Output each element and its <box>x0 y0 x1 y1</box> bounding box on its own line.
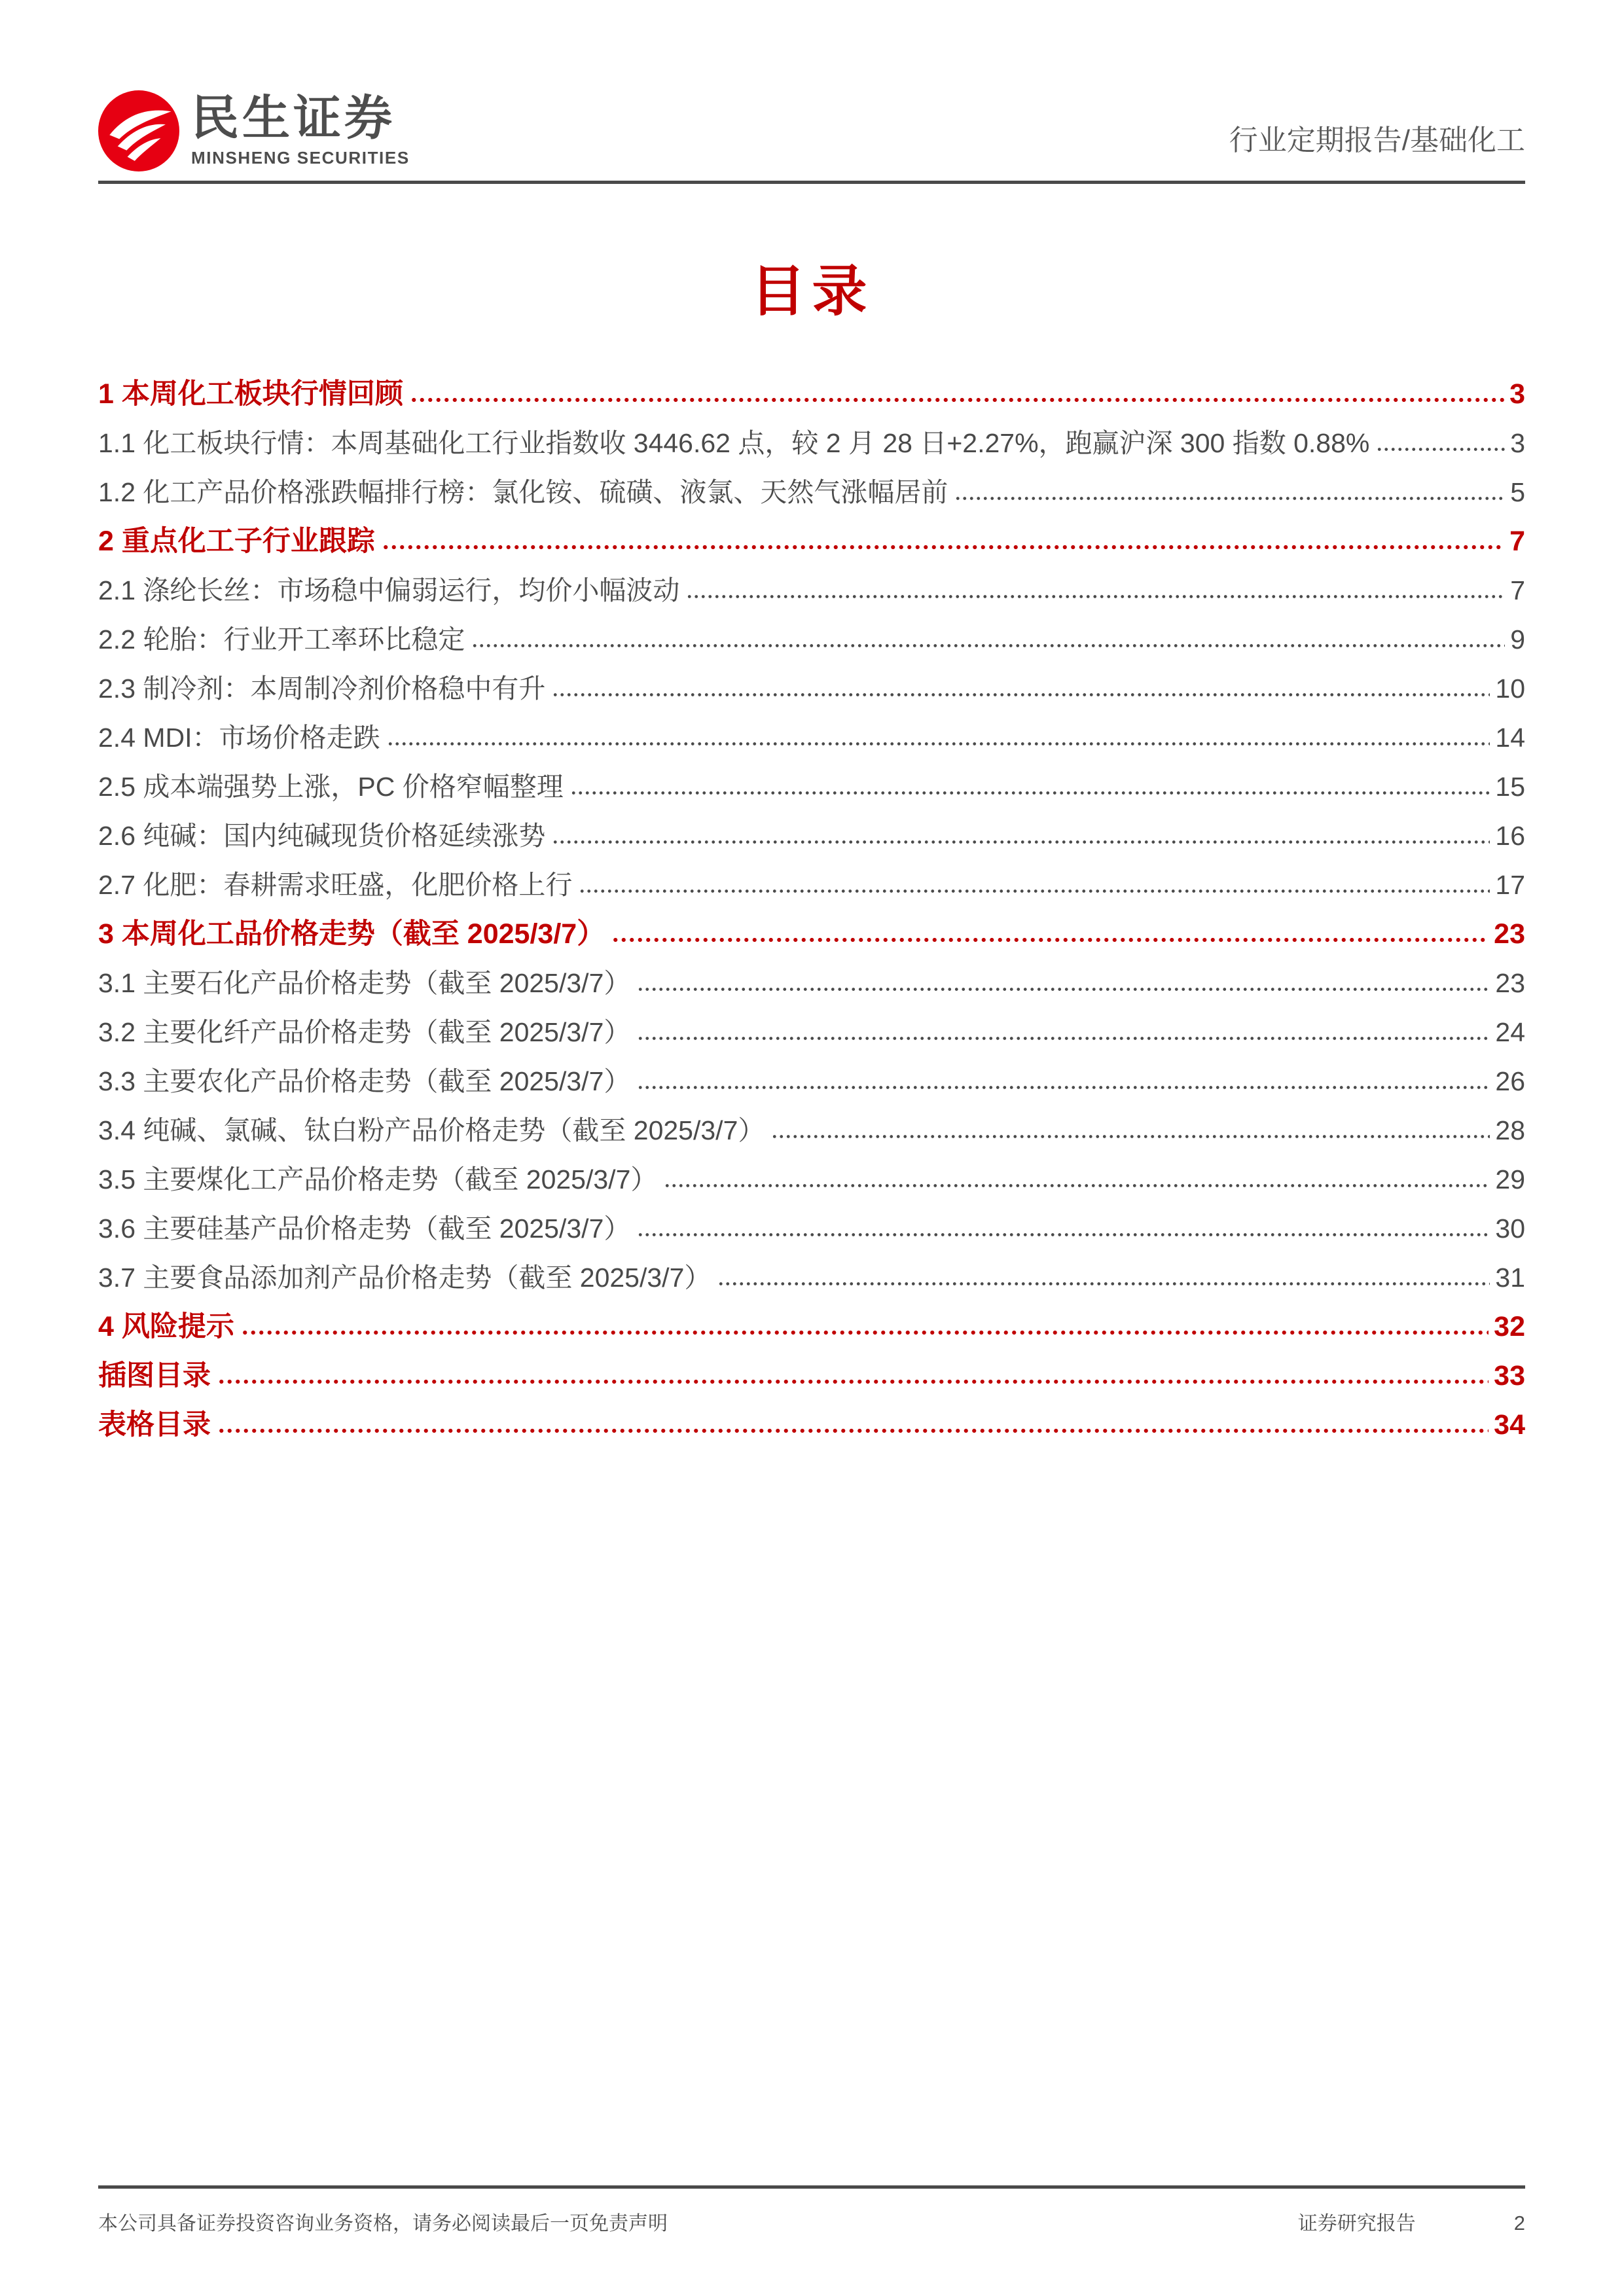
toc-entry-label: 3.1 主要石化产品价格走势（截至 2025/3/7） <box>98 968 631 998</box>
toc-entry-page-number: 17 <box>1495 870 1525 900</box>
toc-entry-page-number: 26 <box>1495 1066 1525 1096</box>
toc-dot-leader <box>382 545 1504 550</box>
toc-entry[interactable] <box>98 812 1525 861</box>
toc-entry[interactable] <box>98 1155 1525 1204</box>
toc-dot-leader <box>552 840 1490 845</box>
footer-row <box>98 2207 1525 2236</box>
toc-dot-leader <box>637 988 1490 992</box>
toc-entry-label: 1.2 化工产品价格涨跌幅排行榜：氯化铵、硫磺、液氯、天然气涨幅居前 <box>98 477 948 507</box>
toc-entry-page-number: 7 <box>1510 575 1525 605</box>
toc-entry-label: 3.5 主要煤化工产品价格走势（截至 2025/3/7） <box>98 1164 658 1194</box>
toc-entry-label: 1.1 化工板块行情：本周基础化工行业指数收 3446.62 点，较 2 月 28 日+2.27%，跑赢沪深 300 指数 0.88% <box>98 428 1370 458</box>
minsheng-logo-icon <box>98 90 179 171</box>
toc-entry-label: 2.5 成本端强势上涨，PC 价格窄幅整理 <box>98 772 564 802</box>
toc-entry[interactable] <box>98 1253 1525 1302</box>
toc-entry-label: 3.6 主要硅基产品价格走势（截至 2025/3/7） <box>98 1213 631 1244</box>
toc-entry-label: 2.4 MDI：市场价格走跌 <box>98 723 380 753</box>
toc-dot-leader <box>637 1037 1490 1041</box>
toc-entry[interactable] <box>98 713 1525 762</box>
toc-entry-page-number: 23 <box>1494 918 1525 950</box>
report-header <box>98 0 1525 171</box>
toc-entry-page-number: 24 <box>1495 1017 1525 1047</box>
toc-entry-page-number: 28 <box>1495 1115 1525 1145</box>
toc-entry-page-number: 31 <box>1495 1263 1525 1293</box>
toc-dot-leader <box>1376 448 1505 452</box>
footer-right-group <box>1298 2207 1525 2236</box>
toc-entry[interactable] <box>98 419 1525 468</box>
toc-entry-page-number: 30 <box>1495 1213 1525 1244</box>
toc-entry-label: 2.1 涤纶长丝：市场稳中偏弱运行，均价小幅波动 <box>98 575 680 605</box>
toc-entry-label: 3.2 主要化纤产品价格走势（截至 2025/3/7） <box>98 1017 631 1047</box>
toc-entry-label: 2.6 纯碱：国内纯碱现货价格延续涨势 <box>98 821 546 851</box>
toc-dot-leader <box>241 1331 1489 1336</box>
toc-entry-label: 2.7 化肥：春耕需求旺盛，化肥价格上行 <box>98 870 573 900</box>
toc-entry-page-number: 9 <box>1510 624 1525 655</box>
toc-entry-page-number: 32 <box>1494 1311 1525 1342</box>
toc-entry-label: 3.7 主要食品添加剂产品价格走势（截至 2025/3/7） <box>98 1263 712 1293</box>
toc-entry-page-number: 7 <box>1509 526 1525 557</box>
toc-entry[interactable] <box>98 1352 1525 1401</box>
toc-entry-page-number: 23 <box>1495 968 1525 998</box>
toc-entry[interactable] <box>98 468 1525 517</box>
toc-entry-label: 2 重点化工子行业跟踪 <box>98 526 375 557</box>
toc-entry-page-number: 33 <box>1494 1360 1525 1391</box>
toc-entry-label: 3.4 纯碱、氯碱、钛白粉产品价格走势（截至 2025/3/7） <box>98 1115 765 1145</box>
report-footer <box>98 2185 1525 2236</box>
toc-dot-leader <box>387 742 1490 747</box>
toc-entry[interactable] <box>98 1401 1525 1450</box>
toc-dot-leader <box>217 1429 1489 1434</box>
toc-dot-leader <box>954 497 1505 501</box>
toc-entry-label: 2.2 轮胎：行业开工率环比稳定 <box>98 624 465 655</box>
toc-entry-label: 插图目录 <box>98 1360 211 1391</box>
toc-entry-page-number: 15 <box>1495 772 1525 802</box>
toc-entry-label: 1 本周化工板块行情回顾 <box>98 378 403 410</box>
toc-entry[interactable] <box>98 959 1525 1008</box>
toc-entry-label: 4 风险提示 <box>98 1311 234 1342</box>
toc-entry-label: 2.3 制冷剂：本周制冷剂价格稳中有升 <box>98 673 546 704</box>
toc-entry-page-number: 29 <box>1495 1164 1525 1194</box>
toc-entry[interactable] <box>98 517 1525 566</box>
header-divider <box>98 181 1525 184</box>
toc-entry-label: 表格目录 <box>98 1409 211 1441</box>
toc-dot-leader <box>217 1380 1489 1385</box>
toc-entry[interactable] <box>98 1106 1525 1155</box>
logo-company-name-en: MINSHENG SECURITIES <box>191 147 410 168</box>
toc-entry-label: 3 本周化工品价格走势（截至 2025/3/7） <box>98 918 605 950</box>
toc-dot-leader <box>637 1086 1490 1090</box>
toc-dot-leader <box>579 889 1490 894</box>
company-logo <box>98 90 410 171</box>
toc-entry[interactable] <box>98 370 1525 419</box>
table-of-contents <box>98 370 1525 1450</box>
toc-entry-page-number: 14 <box>1495 723 1525 753</box>
toc-entry[interactable] <box>98 1302 1525 1352</box>
report-type-label: 行业定期报告/基础化工 <box>1229 124 1525 156</box>
toc-dot-leader <box>570 791 1490 796</box>
toc-entry-page-number: 10 <box>1495 673 1525 704</box>
toc-entry-page-number: 3 <box>1510 428 1525 458</box>
toc-dot-leader <box>552 693 1490 698</box>
toc-dot-leader <box>771 1135 1490 1139</box>
logo-company-name: 民生证券 <box>191 91 395 145</box>
toc-entry-page-number: 3 <box>1509 378 1525 410</box>
toc-entry[interactable] <box>98 566 1525 615</box>
logo-text <box>191 91 410 168</box>
toc-entry-page-number: 5 <box>1510 477 1525 507</box>
toc-entry[interactable] <box>98 910 1525 959</box>
toc-entry[interactable] <box>98 1057 1525 1106</box>
toc-entry[interactable] <box>98 615 1525 664</box>
footer-divider <box>98 2185 1525 2189</box>
footer-report-label: 证券研究报告 <box>1297 2213 1416 2234</box>
toc-entry-page-number: 16 <box>1495 821 1525 851</box>
footer-disclaimer: 本公司具备证券投资咨询业务资格，请务必阅读最后一页免责声明 <box>98 2213 668 2234</box>
toc-entry[interactable] <box>98 861 1525 910</box>
toc-title: 目录 <box>750 260 874 322</box>
toc-entry-label: 3.3 主要农化产品价格走势（截至 2025/3/7） <box>98 1066 631 1096</box>
toc-entry[interactable] <box>98 1008 1525 1057</box>
toc-entry[interactable] <box>98 1204 1525 1253</box>
toc-dot-leader <box>471 644 1505 649</box>
toc-entry[interactable] <box>98 664 1525 713</box>
toc-dot-leader <box>664 1184 1490 1189</box>
toc-dot-leader <box>717 1282 1490 1287</box>
toc-dot-leader <box>686 595 1505 600</box>
toc-dot-leader <box>637 1233 1490 1238</box>
toc-entry-page-number: 34 <box>1494 1409 1525 1441</box>
toc-entry[interactable] <box>98 762 1525 812</box>
toc-dot-leader <box>611 938 1489 943</box>
footer-page-number: 2 <box>1513 2212 1525 2234</box>
toc-dot-leader <box>410 398 1504 403</box>
